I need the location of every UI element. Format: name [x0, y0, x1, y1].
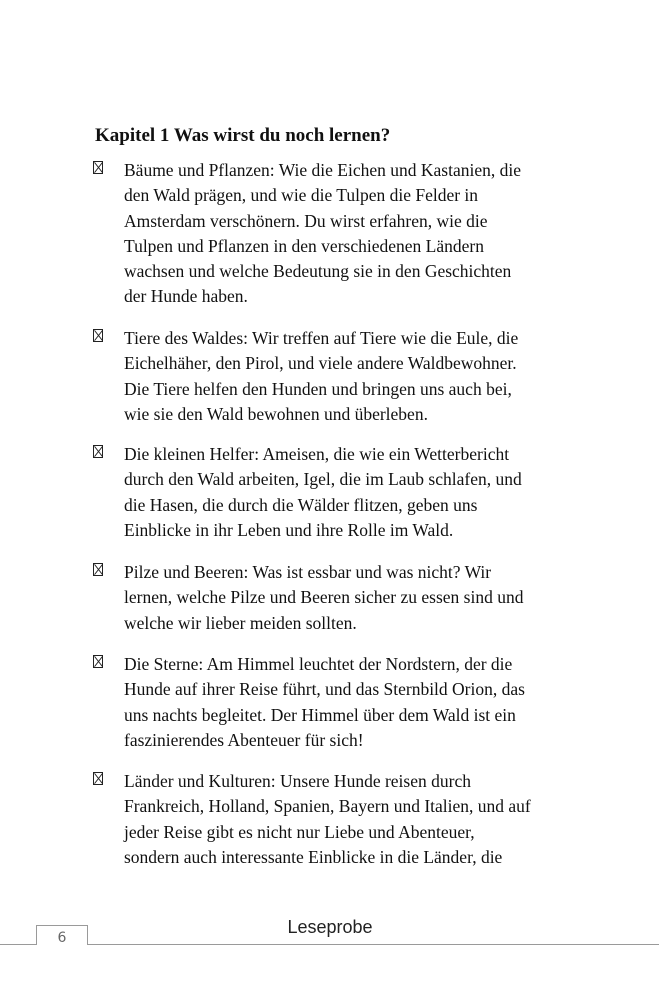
text-line: jeder Reise gibt es nicht nur Liebe und Abenteuer,: [124, 821, 475, 842]
text-line: Die Sterne: Am Himmel leuchtet der Nordstern, der die: [124, 654, 513, 674]
chapter-heading: Kapitel 1 Was wirst du noch lernen?: [95, 125, 391, 146]
missing-glyph-bullet-icon: [93, 161, 103, 174]
text-line: Tulpen und Pflanzen in den verschiedenen Ländern: [124, 235, 484, 256]
list-item-text: [124, 560, 584, 636]
text-line: Eichelhäher, den Pirol, und viele andere Waldbewohner.: [124, 353, 517, 374]
text-line: Länder und Kulturen: Unsere Hunde reisen durch: [124, 771, 471, 791]
text-line: Die kleinen Helfer: Ameisen, die wie ein Wetterbericht: [124, 444, 510, 464]
text-line: Bäume und Pflanzen: Wie die Eichen und Kastanien, die: [124, 160, 521, 180]
text-line: den Wald prägen, und wie die Tulpen die Felder in: [124, 185, 479, 206]
page-number: 6: [57, 930, 67, 946]
text-line: lernen, welche Pilze und Beeren sicher zu essen sind und: [124, 587, 524, 608]
missing-glyph-bullet-icon: [93, 772, 103, 785]
text-line: Pilze und Beeren: Was ist essbar und was nicht? Wir: [124, 562, 492, 582]
text-line: Amsterdam verschönern. Du wirst erfahren, wie die: [124, 210, 488, 231]
text-line: uns nachts begleitet. Der Himmel über dem Wald ist ein: [124, 704, 516, 725]
text-line: Frankreich, Holland, Spanien, Bayern und Italien, und auf: [124, 796, 531, 817]
text-line: wie sie den Wald bewohnen und überleben.: [124, 403, 428, 424]
text-line: sondern auch interessante Einblicke in die Länder, die: [124, 846, 503, 867]
text-line: welche wir lieber meiden sollten.: [124, 612, 357, 633]
text-line: durch den Wald arbeiten, Igel, die im Laub schlafen, und: [124, 469, 522, 490]
text-line: wachsen und welche Bedeutung sie in den Geschichten: [124, 261, 512, 282]
list-item-text: [124, 442, 584, 543]
text-line: die Hasen, die durch die Wälder flitzen, geben uns: [124, 494, 478, 515]
missing-glyph-bullet-icon: [93, 563, 103, 576]
list-item-text: [124, 652, 584, 753]
text-line: Hunde auf ihrer Reise führt, und das Sternbild Orion, das: [124, 679, 525, 700]
missing-glyph-bullet-icon: [93, 329, 103, 342]
text-line: Die Tiere helfen den Hunden und bringen uns auch bei,: [124, 378, 512, 399]
text-line: Einblicke in ihr Leben und ihre Rolle im Wald.: [124, 519, 454, 540]
missing-glyph-bullet-icon: [93, 445, 103, 458]
footer-label: Leseprobe: [287, 917, 373, 937]
list-item-text: [124, 326, 584, 427]
text-line: der Hunde haben.: [124, 286, 248, 307]
text-line: Tiere des Waldes: Wir treffen auf Tiere wie die Eule, die: [124, 328, 519, 348]
list-item-text: [124, 158, 584, 310]
missing-glyph-bullet-icon: [93, 655, 103, 668]
footer-rule: [0, 944, 659, 945]
list-item-text: [124, 769, 584, 870]
text-line: faszinierendes Abenteuer für sich!: [124, 729, 364, 750]
